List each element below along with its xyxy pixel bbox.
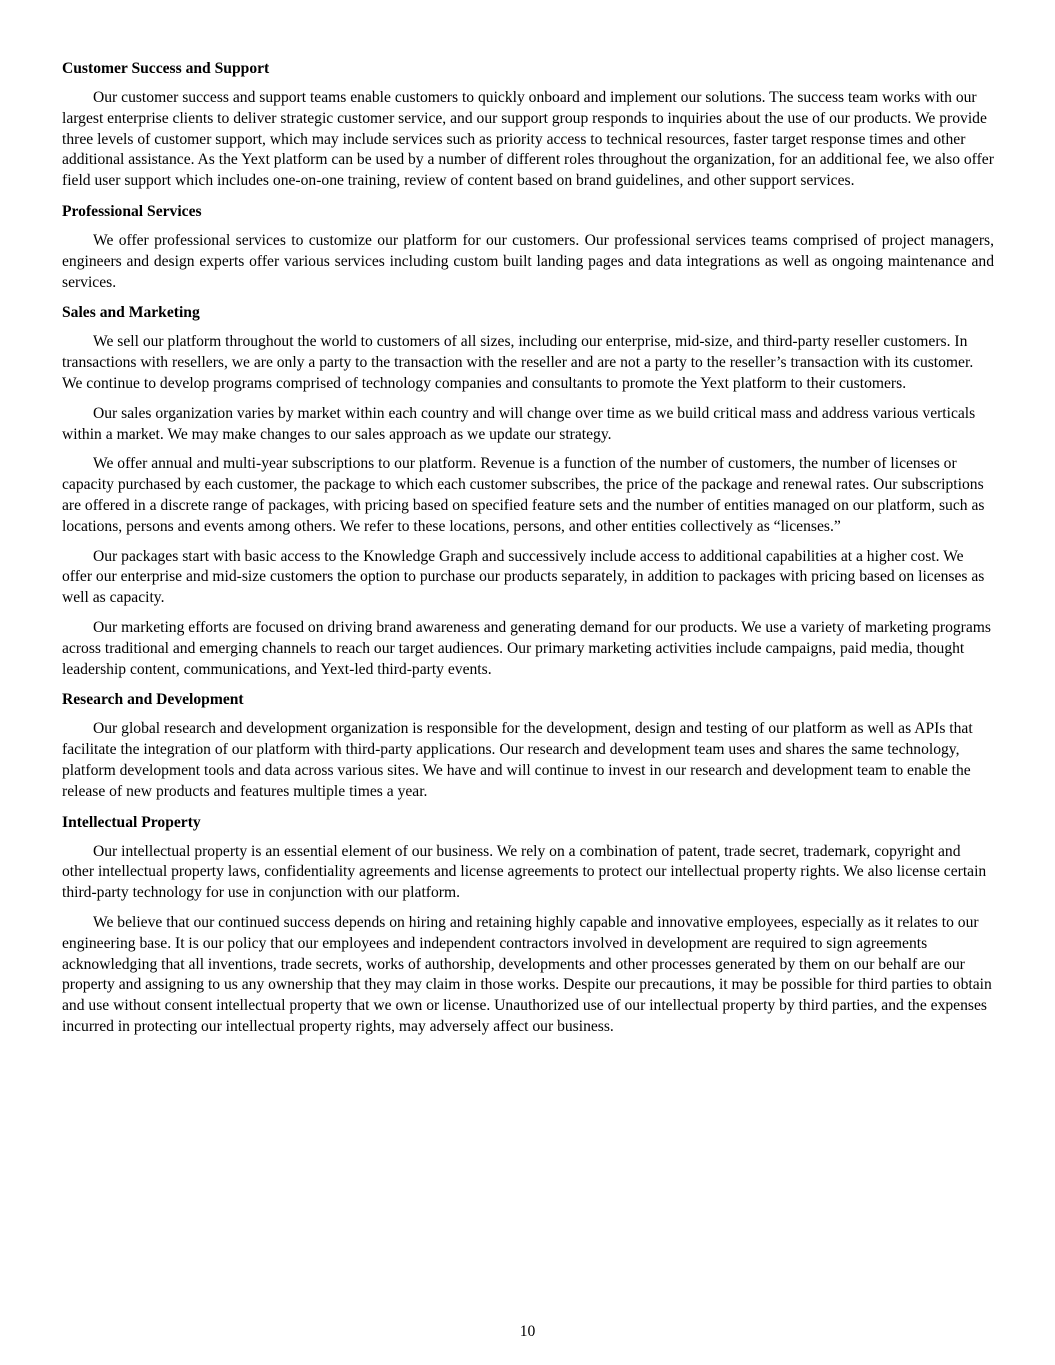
paragraph-sales-organization: Our sales organization varies by market within each country and will change over time as we build critical mass and address various verticals within a market. We may make changes to our sales approach as we update our strategy. xyxy=(62,404,976,443)
section-heading-research-development: Research and Development xyxy=(62,691,244,709)
paragraph-customer-success: Our customer success and support teams enable customers to quickly onboard and implement our solutions. The success team works with our largest enterprise clients to deliver strategic customer service, and our support group responds to inquiries about the use of our products. We provide three levels of customer support, which may include services such as priority access to technical resources, faster target response times and other additional assistance. As the Yext platform can be used by a number of different roles throughout the organization, for an additional fee, we also offer field user support which includes one-on-one training, review of content based on brand guidelines, and other support services. xyxy=(62,89,994,190)
paragraph-marketing-efforts: Our marketing efforts are focused on driving brand awareness and generating demand for our products. We use a variety of marketing programs across traditional and emerging channels to reach our target audiences. Our primary marketing activities include campaigns, paid media, thought leadership content, communications, and Yext-led third-party events. xyxy=(62,618,991,678)
paragraph-professional-services: We offer professional services to customize our platform for our customers. Our professional services teams comprised of project managers, engineers and design experts offer various services including custom built landing pages and data integrations as well as ongoing maintenance and services. xyxy=(62,231,994,291)
paragraph-packages: Our packages start with basic access to the Knowledge Graph and successively include access to additional capabilities at a higher cost. We offer our enterprise and mid-size customers the option to purchase our products separately, in addition to packages with pricing based on licenses as well as capacity. xyxy=(62,547,985,607)
section-heading-sales-marketing: Sales and Marketing xyxy=(62,304,200,322)
paragraph-ip-employees: We believe that our continued success depends on hiring and retaining highly capable and innovative employees, especially as it relates to our engineering base. It is our policy that our employees and independent contractors involved in development are required to sign agreements acknowledging that all inventions, trade secrets, works of authorship, developments and other processes generated by them on our behalf are our property and assigning to us any ownership that they may claim in those works. Despite our precautions, it may be possible for third parties to obtain and use without consent intellectual property that we own or license. Unauthorized use of our intellectual property by third parties, and the expenses incurred in protecting our intellectual property rights, may adversely affect our business. xyxy=(62,913,992,1035)
document-page xyxy=(62,58,994,1047)
section-heading-professional-services: Professional Services xyxy=(62,202,202,220)
paragraph-ip-protection: Our intellectual property is an essential element of our business. We rely on a combination of patent, trade secret, trademark, copyright and other intellectual property laws, confidentiality agreements and license agreements to protect our intellectual property rights. We also license certain third-party technology for use in conjunction with our platform. xyxy=(62,842,987,902)
paragraph-research-development: Our global research and development organization is responsible for the development, design and testing of our platform as well as APIs that facilitate the integration of our platform with third-party applications. Our research and development team uses and shares the same technology, platform development tools and data across various sites. We have and will continue to invest in our research and development team to enable the release of new products and features multiple times a year. xyxy=(62,720,973,800)
page-number: 10 xyxy=(519,1323,536,1340)
paragraph-sales-resellers: We sell our platform throughout the world to customers of all sizes, including our enterprise, mid-size, and third-party reseller customers. In transactions with resellers, we are only a party to the transaction with the reseller and are not a party to the reseller’s transaction with its customer. We continue to develop programs comprised of technology companies and consultants to promote the Yext platform to their customers. xyxy=(62,333,974,392)
section-heading-customer-success: Customer Success and Support xyxy=(62,60,270,77)
paragraph-subscriptions: We offer annual and multi-year subscriptions to our platform. Revenue is a function of the number of customers, the number of licenses or capacity purchased by each customer, the package to which each customer subscribes, the price of the package and renewal rates. Our subscriptions are offered in a discrete range of packages, with pricing based on specified feature sets and the number of entities managed on our platform, such as locations, persons and events among others. We refer to these locations, persons, and other entities collectively as “licenses.” xyxy=(62,455,985,535)
section-heading-intellectual-property: Intellectual Property xyxy=(62,813,201,831)
